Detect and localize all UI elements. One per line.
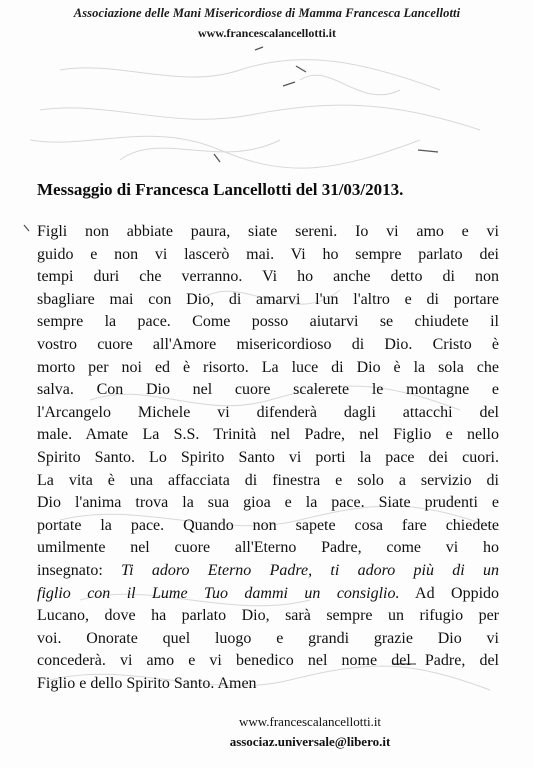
footer-website: www.francescalancellotti.it <box>238 714 382 729</box>
association-name: Associazione delle Mani Misericordiose di Mamma Francesca Lancellotti <box>73 6 461 20</box>
message-line: sbagliare mai con Dio, di amarvi l'un l'altro e di portare <box>37 290 499 308</box>
message-line: voi. Onorate quel luogo e grandi grazie Dio vi <box>37 629 499 647</box>
message-line: salva. Con Dio nel cuore scalerete le montagne e <box>37 381 499 399</box>
message-line: morto per noi ed è risorto. La luce di Dio è la sola che <box>37 358 499 376</box>
message-line: male. Amate La S.S. Trinità nel Padre, nel Figlio e nello <box>37 426 499 444</box>
message-text: Ad Oppido <box>399 584 500 602</box>
message-line: concederà. vi amo e vi benedico nel nome del Padre, del <box>37 652 499 670</box>
prayer-text: Ti adoro Eterno Padre, ti adoro più di un <box>121 561 499 579</box>
message-line <box>37 560 499 583</box>
message-title: Messaggio di Francesca Lancellotti del 31/03/2013. <box>37 180 404 199</box>
message-line: tempi duri che verranno. Vi ho anche detto di non <box>37 268 499 286</box>
prayer-text: figlio con il Lume Tuo dammi un consiglio. <box>37 584 400 602</box>
footer-email: associaz.universale@libero.it <box>229 734 391 749</box>
message-body <box>37 221 499 695</box>
message-line: Spirito Santo. Lo Spirito Santo vi porti la pace dei cuori. <box>37 448 499 466</box>
message-line <box>37 583 499 606</box>
message-line: Figli non abbiate paura, siate sereni. Io vi amo e vi <box>37 223 499 240</box>
message-line: Figlio e dello Spirito Santo. Amen <box>37 674 257 692</box>
message-line: La vita è una affacciata di finestra e solo a servizio di <box>37 471 499 489</box>
message-line: portate la pace. Quando non sapete cosa fare chiedete <box>37 516 499 534</box>
message-line: Lucano, dove ha parlato Dio, sarà sempre un rifugio per <box>37 607 499 625</box>
header-website: www.francescalancellotti.it <box>198 26 336 40</box>
message-line: Dio l'anima trova la sua gioa e la pace. Siate prudenti e <box>37 494 499 512</box>
message-text: insegnato: <box>37 561 122 579</box>
message-line: l'Arcangelo Michele vi difenderà dagli attacchi del <box>37 403 499 421</box>
message-line: umilmente nel cuore all'Eterno Padre, come vi ho <box>37 539 499 557</box>
message-line: guido e non vi lascerò mai. Vi ho sempre parlato dei <box>37 245 499 263</box>
message-line: sempre la pace. Come posso aiutarvi se chiudete il <box>37 313 499 331</box>
message-line: vostro cuore all'Amore misericordioso di Dio. Cristo è <box>37 335 499 353</box>
